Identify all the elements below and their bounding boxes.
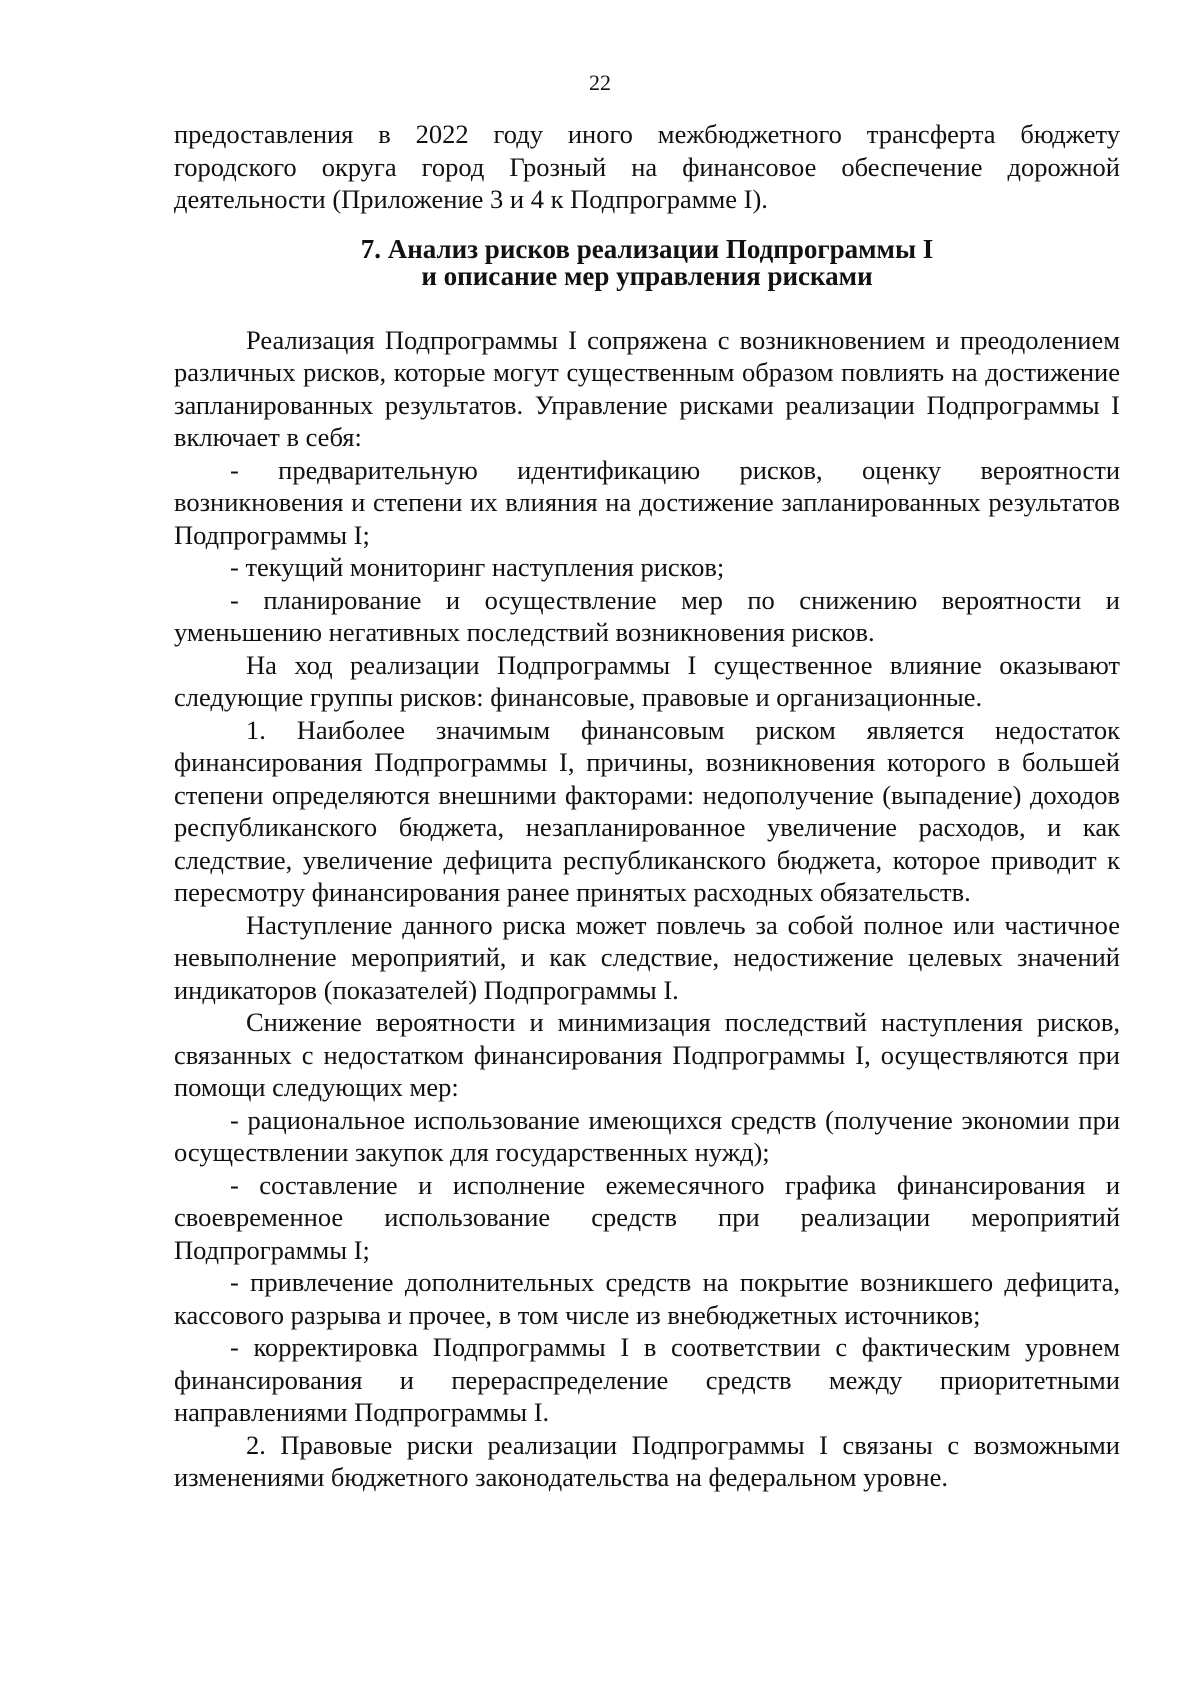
intro-paragraph: предоставления в 2022 году иного межбюджетного трансферта бюджету городского округа город Грозный на финансовое обеспечение дорожной деятельности (Приложение 3 и 4 к Подпрограмме I). [174, 119, 1120, 214]
paragraph-financial-risk: 1. Наиболее значимым финансовым риском является недостаток финансирования Подпрограммы I, причины, возникновения которого в большей степени определяются внешними факторами: недополучение (выпадение) доходов республиканского бюджета, незапланированное увеличение расходов, и как следствие, увеличение дефицита республиканского бюджета, которое приводит к пересмотру финансирования ранее принятых расходных обязательств. [174, 714, 1120, 907]
section-heading-line-1: 7. Анализ рисков реализации Подпрограммы I [360, 233, 934, 264]
list-item-schedule: - составление и исполнение ежемесячного графика финансирования и своевременное использование средств при реализации мероприятий Подпрограммы I; [174, 1169, 1120, 1265]
document-body [174, 118, 1120, 1494]
list-item-additional-funds: - привлечение дополнительных средств на покрытие возникшего дефицита, кассового разрыва и прочее, в том числе из внебюджетных источников; [174, 1267, 1120, 1330]
section-heading [174, 233, 1120, 291]
paragraph-risk-mitigation: Снижение вероятности и минимизация последствий наступления рисков, связанных с недостатком финансирования Подпрограммы I, осуществляются при помощи следующих мер: [174, 1007, 1120, 1102]
list-item-adjustment: - корректировка Подпрограммы I в соответствии с фактическим уровнем финансирования и перераспределение средств между приоритетными направлениями Подпрограммы I. [174, 1332, 1120, 1427]
paragraph-legal-risks: 2. Правовые риски реализации Подпрограммы I связаны с возможными изменениями бюджетного законодательства на федеральном уровне. [174, 1429, 1120, 1492]
list-item-planning: - планирование и осуществление мер по снижению вероятности и уменьшению негативных последствий возникновения рисков. [174, 584, 1120, 647]
paragraph-risks-intro: Реализация Подпрограммы I сопряжена с возникновением и преодолением различных рисков, которые могут существенным образом повлиять на достижение запланированных результатов. Управление рисками реализации Подпрограммы I включает в себя: [174, 324, 1120, 452]
page-number: 22 [589, 70, 611, 95]
list-item-rational-use: - рациональное использование имеющихся средств (получение экономии при осуществлении закупок для государственных нужд); [174, 1104, 1120, 1167]
paragraph-risk-consequences: Наступление данного риска может повлечь за собой полное или частичное невыполнение мероприятий, и как следствие, недостижение целевых значений индикаторов (показателей) Подпрограммы I. [174, 909, 1120, 1005]
paragraph-risk-groups: На ход реализации Подпрограммы I существенное влияние оказывают следующие группы рисков: финансовые, правовые и организационные. [174, 649, 1120, 712]
list-item-identification: - предварительную идентификацию рисков, оценку вероятности возникновения и степени их влияния на достижение запланированных результатов Подпрограммы I; [174, 454, 1120, 550]
section-heading-line-2: и описание мер управления рисками [421, 260, 873, 291]
list-item-monitoring: - текущий мониторинг наступления рисков; [230, 552, 725, 582]
